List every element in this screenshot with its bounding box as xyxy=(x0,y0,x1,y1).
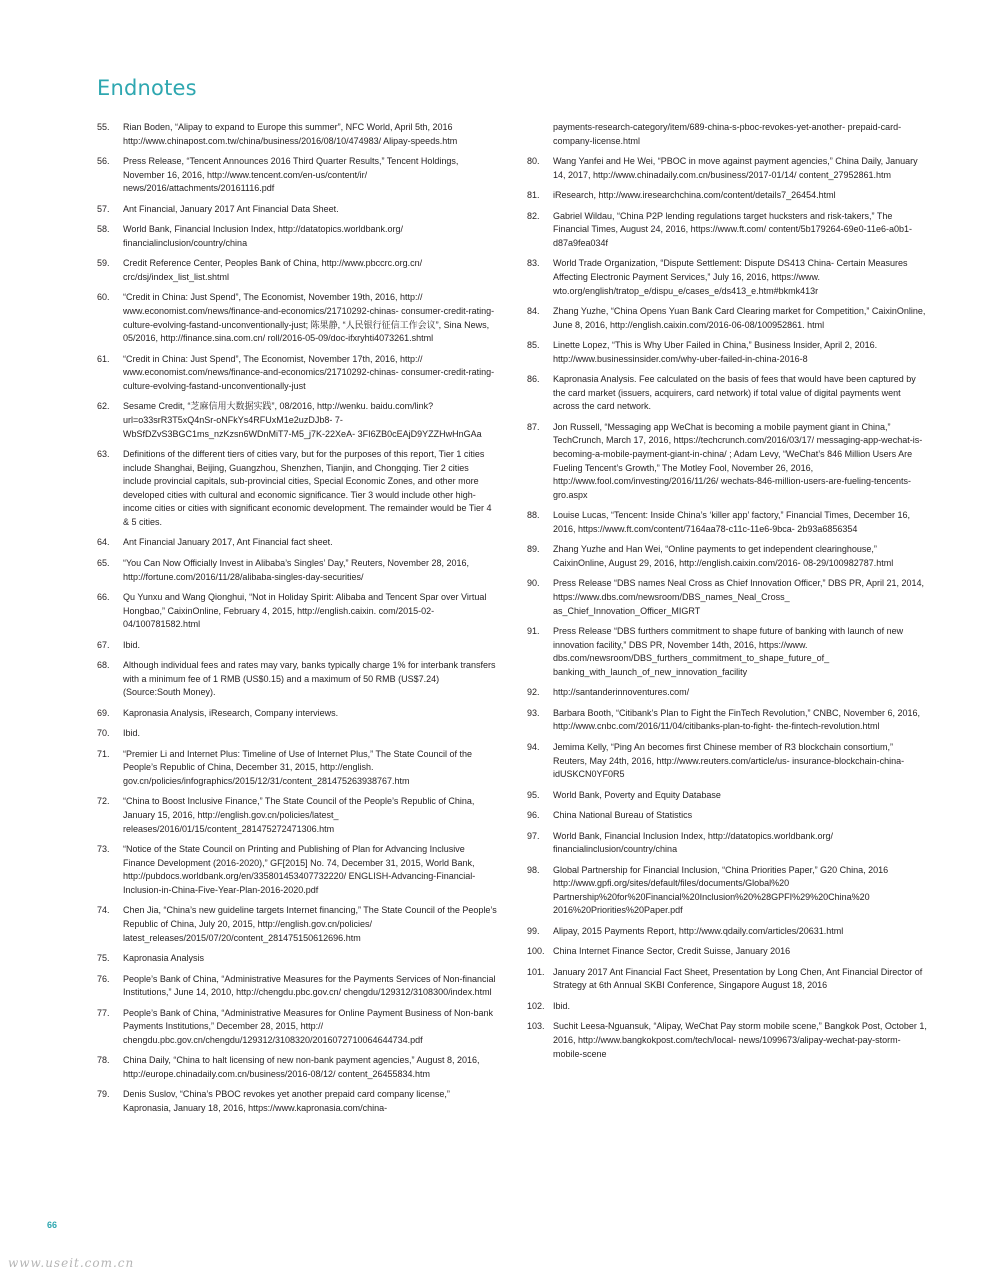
endnote-number: 95. xyxy=(527,789,540,800)
endnote-item xyxy=(527,543,927,570)
endnote-number: 66. xyxy=(97,592,110,603)
endnote-number: 83. xyxy=(527,258,540,269)
endnote-number: 93. xyxy=(527,707,540,718)
endnote-text: Linette Lopez, “This is Why Uber Failed in China,” Business Insider, April 2, 2016. http://www.businessinsider.com/why-uber-failed-in-china-2016-8 xyxy=(553,340,878,364)
endnote-number: 64. xyxy=(97,537,110,548)
endnote-text: Zhang Yuzhe, “China Opens Yuan Bank Card Clearing market for Competition,” CaixinOnline, June 8, 2016, http://english.caixin.com/2016-06-08/100952861. html xyxy=(553,305,926,330)
endnote-number: 59. xyxy=(97,258,110,269)
endnote-text: January 2017 Ant Financial Fact Sheet, Presentation by Long Chen, Ant Financial Director of Strategy at 6th Annual SKBI Conference, Singapore August 18, 2016 xyxy=(553,966,923,991)
endnote-item xyxy=(97,1088,497,1115)
endnote-number: 82. xyxy=(527,210,540,221)
endnote-item xyxy=(527,966,927,993)
endnote-item xyxy=(527,809,927,823)
endnote-item xyxy=(97,591,497,632)
endnote-item xyxy=(97,1007,497,1048)
endnote-text: Press Release “DBS names Neal Cross as Chief Innovation Officer,” DBS PR, April 21, 2014, https://www.dbs.com/newsroom/DBS_names_Neal_Cross_ as_Chief_Innovation_Officer_MIGRT xyxy=(553,578,924,616)
endnote-item xyxy=(97,843,497,897)
endnote-item xyxy=(97,291,497,345)
endnote-number: 88. xyxy=(527,510,540,521)
endnote-item xyxy=(97,353,497,394)
endnote-text: World Bank, Poverty and Equity Database xyxy=(553,789,721,800)
endnote-number: 61. xyxy=(97,353,110,364)
endnote-number: 87. xyxy=(527,421,540,432)
endnote-text: Ibid. xyxy=(123,639,141,650)
endnote-item xyxy=(97,973,497,1000)
endnote-number: 97. xyxy=(527,830,540,841)
endnote-text: iResearch, http://www.iresearchchina.com/content/details7_26454.html xyxy=(553,190,836,201)
endnote-number: 101. xyxy=(527,966,545,977)
endnote-number: 91. xyxy=(527,626,540,637)
endnote-item xyxy=(527,1000,927,1014)
endnote-text: People’s Bank of China, “Administrative Measures for Online Payment Business of Non-bank Payments Institutions,” December 28, 2015, http:// chengdu.pbc.gov.cn/chengdu/129312/3108320/2016072710064644734.pdf xyxy=(123,1007,494,1045)
endnote-number: 102. xyxy=(527,1000,545,1011)
endnote-number: 63. xyxy=(97,449,110,459)
endnote-text: Press Release “DBS furthers commitment to shape future of banking with launch of new innovation facility,” DBS PR, November 14th, 2016, https://www. dbs.com/newsroom/DBS_furthers_commitment_to_shape_future_of_ banking_with_launch_of_new_innovation_facility xyxy=(553,626,904,677)
endnotes-right-column xyxy=(527,121,927,1068)
endnote-item xyxy=(527,707,927,734)
endnote-item xyxy=(527,421,927,503)
endnote-item xyxy=(527,864,927,918)
endnote-text: Ibid. xyxy=(123,728,141,739)
endnote-text: Definitions of the different tiers of cities vary, but for the purposes of this report, Tier 1 cities include Shanghai, Beijing, Guangzhou, Shenzhen, Tianjin, and Chongqing. Tier 2 cities include provincial capitals, sub-provincial cities, Special Economic Zones, and other more developed cities with cultural and economic significance. Tier 3 would include other high-income cities or cities with significant economic development. The remainder would be Tier 4 & 5 cities. xyxy=(123,449,492,527)
endnote-item xyxy=(527,925,927,939)
endnote-item xyxy=(97,659,497,700)
endnotes-left-column xyxy=(97,121,497,1122)
endnote-number: 67. xyxy=(97,639,110,650)
endnote-number: 103. xyxy=(527,1021,545,1032)
endnote-number: 90. xyxy=(527,578,540,589)
endnote-number: 58. xyxy=(97,224,110,235)
endnote-number: 56. xyxy=(97,156,110,167)
watermark: www.useit.com.cn xyxy=(8,1256,135,1270)
endnote-text: Ibid. xyxy=(553,1000,571,1011)
endnote-item xyxy=(527,741,927,782)
endnote-text: Barbara Booth, “Citibank’s Plan to Fight the FinTech Revolution,” CNBC, November 6, 2016, http://www.cnbc.com/2016/11/04/citibanks-plan-to-fight- the-fintech-revolution.html xyxy=(553,707,921,732)
endnote-text: Qu Yunxu and Wang Qionghui, “Not in Holiday Spirit: Alibaba and Tencent Spar over Virtual Hongbao,” CaixinOnline, February 4, 2015, http://english.caixin. com/2015-02-04/100781582.html xyxy=(123,592,487,630)
endnote-item xyxy=(97,904,497,945)
endnote-text: Rian Boden, “Alipay to expand to Europe this summer”, NFC World, April 5th, 2016 http://www.chinapost.com.tw/china/business/2016/08/10/474983/ Alipay-speeds.htm xyxy=(123,122,458,146)
endnote-number: 81. xyxy=(527,190,540,201)
endnote-number: 57. xyxy=(97,203,110,214)
endnote-text: Credit Reference Center, Peoples Bank of China, http://www.pbccrc.org.cn/ crc/dsj/index_list_list.shtml xyxy=(123,258,423,282)
endnote-text: World Bank, Financial Inclusion Index, http://datatopics.worldbank.org/ financialinclusion/country/china xyxy=(123,224,403,248)
endnote-item xyxy=(527,1020,927,1061)
endnote-item xyxy=(527,830,927,857)
endnote-number: 80. xyxy=(527,156,540,167)
endnote-text: Alipay, 2015 Payments Report, http://www.qdaily.com/articles/20631.html xyxy=(553,925,844,936)
endnote-text: Wang Yanfei and He Wei, “PBOC in move against payment agencies,” China Daily, January 14, 2017, http://www.chinadaily.com.cn/business/2017-01/14/ content_27952861.htm xyxy=(553,156,918,180)
page-number: 66 xyxy=(47,1220,58,1230)
endnote-item xyxy=(527,189,927,203)
endnote-number: 85. xyxy=(527,340,540,351)
endnote-text: Suchit Leesa-Nguansuk, “Alipay, WeChat Pay storm mobile scene,” Bangkok Post, October 1, 2016, http://www.bangkokpost.com/tech/local- news/1099673/alipay-wechat-pay-storm-mobile-scene xyxy=(553,1021,927,1059)
endnote-text: “China to Boost Inclusive Finance,” The State Council of the People’s Republic of China, January 15, 2016, http://english.gov.cn/policies/latest_ releases/2016/01/15/content_281475272471306.htm xyxy=(123,796,475,834)
endnote-item xyxy=(527,509,927,536)
endnote-text: Kapronasia Analysis xyxy=(123,953,205,964)
endnote-item xyxy=(527,155,927,182)
endnote-item xyxy=(97,1054,497,1081)
endnote-text: Sesame Credit, “芝麻信用大数据实践”, 08/2016, http://wenku. baidu.com/link?url=o33srR3T5xQ4nSr-oNFkYs4RFUxM1e2uzDJb8- 7-WbSfDZvS3BGC1ms_nzKzsn6WDnMiT7-M5_j7K-22XeA- 3FI6ZB0cEAjD9YZZHwHnGAa xyxy=(123,401,482,439)
endnote-number: 98. xyxy=(527,864,540,875)
endnote-text: “Notice of the State Council on Printing and Publishing of Plan for Advancing Inclusive Finance Development (2016-2020),” GF[2015] No. 74, December 31, 2015, World Bank, http://pubdocs.worldbank.org/en/335801453407732220/ ENGLISH-Advancing-Financial-Inclusion-in-China-Five-Year-Plan-2016-2020.pdf xyxy=(123,844,476,895)
endnote-text: Louise Lucas, “Tencent: Inside China’s ‘killer app’ factory,” Financial Times, December 16, 2016, https://www.ft.com/content/7164aa78-c11c-11e6-9bca- 2b93a6856354 xyxy=(553,510,910,534)
endnote-text: World Bank, Financial Inclusion Index, http://datatopics.worldbank.org/ financialinclusion/country/china xyxy=(553,830,833,855)
endnote-text: “Premier Li and Internet Plus: Timeline of Use of Internet Plus,” The State Council of the People’s Republic of China, December 31, 2015, http://english. gov.cn/policies/infographics/2015/12/31/content_281475263938767.htm xyxy=(123,748,473,786)
endnote-item xyxy=(97,257,497,284)
endnote-item xyxy=(97,400,497,441)
endnote-text: Kapronasia Analysis, iResearch, Company interviews. xyxy=(123,707,339,718)
endnote-text: “Credit in China: Just Spend”, The Economist, November 19th, 2016, http:// www.economist.com/news/finance-and-economics/21710292-chinas- consumer-credit-rating-culture-evolving-fastand-unconventionally-just; 陈果静, “人民银行征信工作会议”, Sina News, 05/2016, http://finance.sina.com.cn/ roll/2016-05-09/doc-ifxryhti4073261.shtml xyxy=(123,292,495,344)
endnote-item xyxy=(527,625,927,679)
endnote-item xyxy=(97,795,497,836)
endnote-number: 89. xyxy=(527,544,540,555)
endnote-number: 86. xyxy=(527,374,540,385)
endnote-item xyxy=(97,727,497,741)
endnote-text: Although individual fees and rates may vary, banks typically charge 1% for interbank transfers with a minimum fee of 1 RMB (US$0.15) and a maximum of 50 RMB (US$7.24) (Source:South Money). xyxy=(123,660,496,698)
endnote-number: 74. xyxy=(97,905,110,916)
endnote-number: 75. xyxy=(97,953,110,964)
endnote-number: 99. xyxy=(527,925,540,936)
endnote-item xyxy=(527,789,927,803)
endnote-number: 69. xyxy=(97,707,110,718)
endnote-text: Ant Financial January 2017, Ant Financial fact sheet. xyxy=(123,537,333,548)
endnote-item xyxy=(527,373,927,414)
endnote-text: payments-research-category/item/689-china-s-pboc-revokes-yet-another- prepaid-card-company-license.html xyxy=(553,122,902,146)
endnote-text: Jemima Kelly, “Ping An becomes first Chinese member of R3 blockchain consortium,” Reuters, May 24th, 2016, http://www.reuters.com/article/us- insurance-blockchain-china-idUSKCN0YF0R5 xyxy=(553,741,905,780)
endnote-item xyxy=(97,536,497,550)
endnote-text: Ant Financial, January 2017 Ant Financial Data Sheet. xyxy=(123,203,339,214)
endnote-item xyxy=(527,577,927,618)
endnote-item xyxy=(97,952,497,966)
endnote-number: 96. xyxy=(527,810,540,821)
endnote-number: 62. xyxy=(97,401,110,412)
endnote-text: Press Release, “Tencent Announces 2016 Third Quarter Results,” Tencent Holdings, November 16, 2016, http://www.tencent.com/en-us/content/ir/ news/2016/attachments/20161116.pdf xyxy=(123,156,459,194)
page-title: Endnotes xyxy=(97,76,197,100)
endnote-item xyxy=(527,210,927,251)
endnote-item xyxy=(97,223,497,250)
endnote-text: China Internet Finance Sector, Credit Suisse, January 2016 xyxy=(553,946,791,957)
endnote-item xyxy=(527,305,927,332)
endnote-number: 68. xyxy=(97,660,110,671)
endnote-number: 94. xyxy=(527,741,540,752)
endnote-number: 79. xyxy=(97,1089,110,1100)
endnote-item xyxy=(97,557,497,584)
endnote-number: 72. xyxy=(97,796,110,807)
endnote-text: World Trade Organization, “Dispute Settlement: Dispute DS413 China- Certain Measures Affecting Electronic Payment Services,” July 16, 2016, https://www. wto.org/english/tratop_e/dispu_e/cases_e/ds413_e.htm#bkmk413r xyxy=(553,258,908,296)
endnote-number: 65. xyxy=(97,557,110,568)
endnote-item xyxy=(97,748,497,789)
endnote-text: Chen Jia, “China’s new guideline targets Internet financing,” The State Council of the People’s Republic of China, July 20, 2015, http://english.gov.cn/policies/ latest_releases/2015/07/20/content_281475150612696.htm xyxy=(123,905,497,943)
endnote-number: 84. xyxy=(527,305,540,316)
endnote-text: Global Partnership for Financial Inclusion, “China Priorities Paper,” G20 China, 2016 http://www.gpfi.org/sites/default/files/documents/Global%20 Partnership%20for%20Financial%20Inclusion%20%28GPFI%29%20China%20 2016%20Priorities%20Paper.pdf xyxy=(553,864,889,916)
endnote-item xyxy=(527,339,927,366)
endnote-item xyxy=(527,257,927,298)
endnote-number: 60. xyxy=(97,292,110,303)
endnote-text: Gabriel Wildau, “China P2P lending regulations target hucksters and risk-takers,” The Financial Times, August 24, 2016, https://www.ft.com/ content/5b179264-69e0-11e6-a0b1-d87a9fea034f xyxy=(553,210,913,248)
endnote-text: China Daily, “China to halt licensing of new non-bank payment agencies,” August 8, 2016, http://europe.chinadaily.com.cn/business/2016-08/12/ content_26455834.htm xyxy=(123,1055,480,1079)
endnote-number: 100. xyxy=(527,946,545,957)
endnote-item xyxy=(527,121,927,148)
endnote-text: Jon Russell, “Messaging app WeChat is becoming a mobile payment giant in China,” TechCrunch, March 17, 2016, https://techcrunch.com/2016/03/17/ messaging-app-wechat-is-becoming-a-mobile-payment-giant-in-china/ ; Adam Levy, “WeChat’s 846 Million Users Are Fueling Tencent’s Growth,” The Motley Fool, November 26, 2016, http://www.fool.com/investing/2016/11/26/ wechats-846-million-users-are-fueling-tencents-gro.aspx xyxy=(553,421,923,500)
endnote-text: Kapronasia Analysis. Fee calculated on the basis of fees that would have been captured by the card market (issuers, acquirers, card network) if total value of digital payments went across the card network. xyxy=(553,374,916,412)
endnote-number: 76. xyxy=(97,973,110,984)
endnote-number: 70. xyxy=(97,728,110,739)
endnote-item xyxy=(97,639,497,653)
endnote-text: “You Can Now Officially Invest in Alibaba’s Singles’ Day,” Reuters, November 28, 2016, http://fortune.com/2016/11/28/alibaba-singles-day-securities/ xyxy=(123,557,470,582)
endnote-number: 73. xyxy=(97,844,110,855)
endnote-text: Denis Suslov, “China’s PBOC revokes yet another prepaid card company license,” Kapronasia, January 18, 2016, https://www.kapronasia.com/china- xyxy=(123,1089,450,1113)
endnote-text: China National Bureau of Statistics xyxy=(553,810,693,821)
endnote-number: 71. xyxy=(97,748,110,759)
endnote-item xyxy=(97,155,497,196)
endnote-item xyxy=(97,121,497,148)
endnote-number: 78. xyxy=(97,1055,110,1066)
endnote-number: 77. xyxy=(97,1007,110,1018)
endnote-item xyxy=(527,686,927,700)
endnote-number: 55. xyxy=(97,122,110,132)
endnote-item xyxy=(97,448,497,530)
endnote-item xyxy=(527,945,927,959)
endnote-item xyxy=(97,203,497,217)
endnote-text: http://santanderinnoventures.com/ xyxy=(553,687,690,698)
endnote-text: People’s Bank of China, “Administrative Measures for the Payments Services of Non-financial Institutions,” June 14, 2010, http://chengdu.pbc.gov.cn/ chengdu/129312/3108300/index.html xyxy=(123,973,496,998)
endnote-text: “Credit in China: Just Spend”, The Economist, November 17th, 2016, http:// www.economist.com/news/finance-and-economics/21710292-chinas- consumer-credit-rating-culture-evolving-fastand-unconventionally-just xyxy=(123,353,495,391)
endnote-item xyxy=(97,707,497,721)
endnote-number: 92. xyxy=(527,687,540,698)
endnote-text: Zhang Yuzhe and Han Wei, “Online payments to get independent clearinghouse,” CaixinOnline, August 29, 2016, http://english.caixin.com/2016- 08-29/100982787.html xyxy=(553,544,894,568)
